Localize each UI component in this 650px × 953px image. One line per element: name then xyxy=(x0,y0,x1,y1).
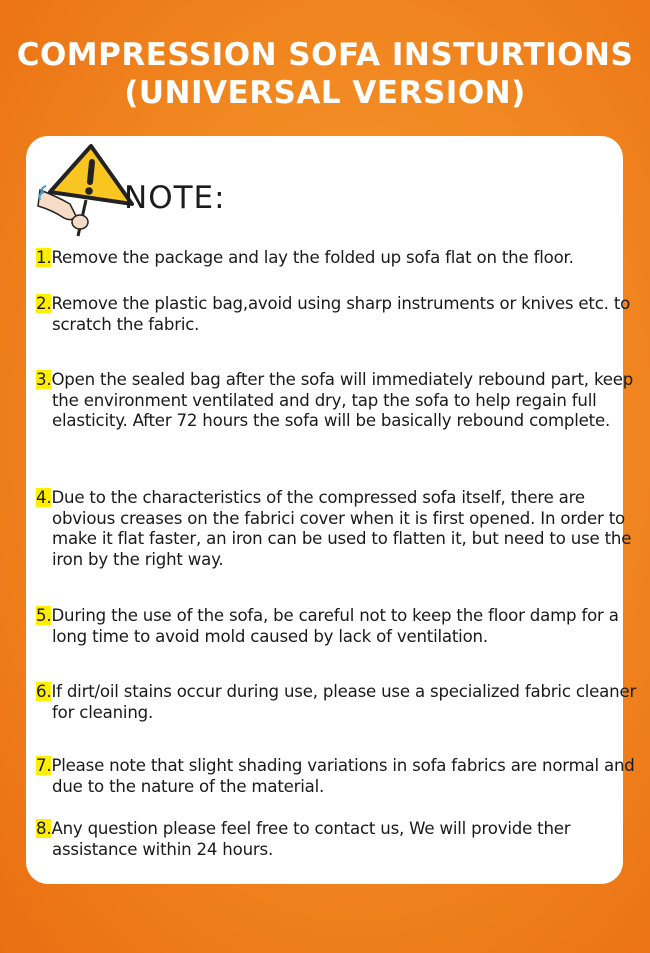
instruction-number: 6. xyxy=(36,682,52,701)
instruction-number: 1. xyxy=(36,248,52,267)
instruction-number: 4. xyxy=(36,488,52,507)
instruction-item-6 xyxy=(36,682,642,723)
instruction-item-3 xyxy=(36,370,642,432)
instruction-text: Due to the characteristics of the compressed sofa itself, there are obvious creases on the fabrici cover when it is first opened. In order to make it flat faster, an iron can be used to flatten it, but need to use the iron by the right way. xyxy=(51,488,632,569)
instruction-number: 3. xyxy=(36,370,52,389)
instruction-text: Any question please feel free to contact us, We will provide ther assistance within 24 hours. xyxy=(51,819,571,859)
instruction-item-4 xyxy=(36,488,642,570)
instruction-number: 2. xyxy=(36,294,52,313)
instructions-card xyxy=(26,136,637,884)
instruction-text: During the use of the sofa, be careful not to keep the floor damp for a long time to avoid mold caused by lack of ventilation. xyxy=(51,606,619,646)
instruction-number: 7. xyxy=(36,756,52,775)
instruction-number: 8. xyxy=(36,819,52,838)
instruction-text: Open the sealed bag after the sofa will immediately rebound part, keep the environment ventilated and dry, tap the sofa to help regain full elasticity. After 72 hours the sofa will be basically rebound complete. xyxy=(51,370,634,430)
instruction-number: 5. xyxy=(36,606,52,625)
instruction-text: Please note that slight shading variations in sofa fabrics are normal and due to the nature of the material. xyxy=(51,756,635,796)
instruction-item-2 xyxy=(36,294,642,335)
note-heading: NOTE: xyxy=(124,180,226,216)
title-line-2: (UNIVERSAL VERSION) xyxy=(124,75,526,111)
instruction-item-7 xyxy=(36,756,642,797)
instruction-item-8 xyxy=(36,819,642,860)
instruction-text: If dirt/oil stains occur during use, please use a specialized fabric cleaner for cleaning. xyxy=(51,682,637,722)
page-title xyxy=(0,36,650,112)
instruction-text: Remove the plastic bag,avoid using sharp instruments or knives etc. to scratch the fabric. xyxy=(51,294,631,334)
instruction-item-1 xyxy=(36,248,642,269)
title-line-1: COMPRESSION SOFA INSTURTIONS xyxy=(16,37,634,73)
instruction-text: Remove the package and lay the folded up sofa flat on the floor. xyxy=(51,248,574,267)
instruction-item-5 xyxy=(36,606,642,647)
